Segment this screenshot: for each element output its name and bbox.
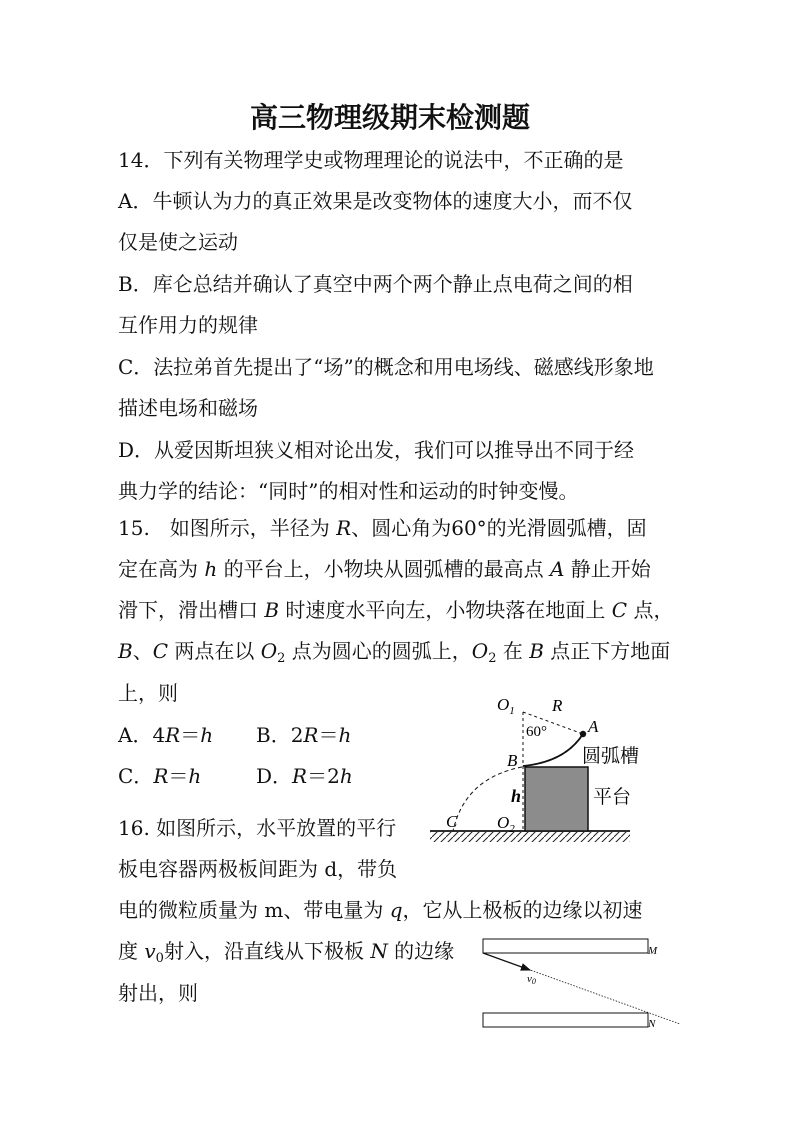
page-title: 高三物理级期末检测题 — [250, 101, 531, 134]
label-n: N — [648, 1018, 656, 1030]
label-h: h — [511, 786, 522, 806]
label-angle: 60° — [526, 724, 547, 740]
q14-option-a-line2: 仅是使之运动 — [118, 230, 238, 254]
label-b: B — [507, 751, 518, 770]
q15-option-d: D．R＝2h — [256, 764, 353, 788]
platform — [525, 767, 588, 831]
ground-hatch — [430, 832, 630, 842]
q14-option-d-line2: 典力学的结论：“同时”的相对性和运动的时钟变慢。 — [118, 479, 579, 503]
label-v0: v0 — [527, 973, 536, 986]
q14-stem: 14．下列有关物理学史或物理理论的说法中，不正确的是 — [118, 148, 624, 172]
q15-figure — [425, 690, 655, 850]
label-o2: $O_2$ — [497, 813, 515, 835]
q14-option-a-line1: A．牛顿认为力的真正效果是改变物体的速度大小，而不仅 — [118, 189, 633, 213]
label-platform: 平台 — [593, 787, 632, 808]
label-o1: $O_1$ — [497, 695, 515, 717]
q16-line1: 16. 如图所示，水平放置的平行 — [118, 816, 397, 840]
q16-line2: 板电容器两极板间距为 d，带负 — [118, 857, 398, 881]
velocity-arrow — [483, 953, 530, 970]
q14-option-b-line1: B．库仑总结并确认了真空中两个两个静止点电荷之间的相 — [118, 272, 633, 296]
label-m: M — [648, 945, 658, 957]
q14-option-c-line1: C．法拉弟首先提出了“场”的概念和用电场线、磁感线形象地 — [118, 355, 654, 379]
point-a-dot — [580, 731, 586, 737]
label-r: R — [552, 696, 563, 715]
q16-figure — [475, 930, 685, 1030]
q15-line5: 上，则 — [118, 681, 178, 705]
q15-line2: 定在高为 h 的平台上，小物块从圆弧槽的最高点 A 静止开始 — [118, 557, 651, 581]
label-c: C — [446, 812, 458, 831]
q16-line3: 电的微粒质量为 m、带电量为 q，它从上极板的边缘以初速 — [118, 898, 643, 922]
q15-line3: 滑下，滑出槽口 B 时速度水平向左，小物块落在地面上 C 点， — [118, 598, 674, 622]
q15-option-a: A．4R＝h — [118, 723, 214, 747]
q16-line5: 射出，则 — [118, 981, 198, 1005]
q15-line1: 15. 如图所示，半径为 R、圆心角为60°的光滑圆弧槽，固 — [118, 516, 647, 540]
label-arc-groove: 圆弧槽 — [582, 746, 640, 767]
label-a: A — [588, 717, 599, 736]
q16-line4: 度 $v_0$射入，沿直线从下极板 N 的边缘 — [118, 939, 455, 966]
q14-option-d-line1: D．从爱因斯坦狭义相对论出发，我们可以推导出不同于经 — [118, 438, 635, 462]
upper-plate-m — [483, 939, 648, 953]
lower-plate-n — [483, 1013, 648, 1027]
q14-option-c-line2: 描述电场和磁场 — [118, 396, 258, 420]
q15-option-c: C．R＝h — [118, 764, 202, 788]
q15-option-b: B．2R＝h — [256, 723, 352, 747]
q14-option-b-line2: 互作用力的规律 — [118, 313, 258, 337]
q15-line4: B、C 两点在以 $O_2$ 点为圆心的圆弧上，$O_2$ 在 B 点正下方地面 — [118, 639, 671, 666]
